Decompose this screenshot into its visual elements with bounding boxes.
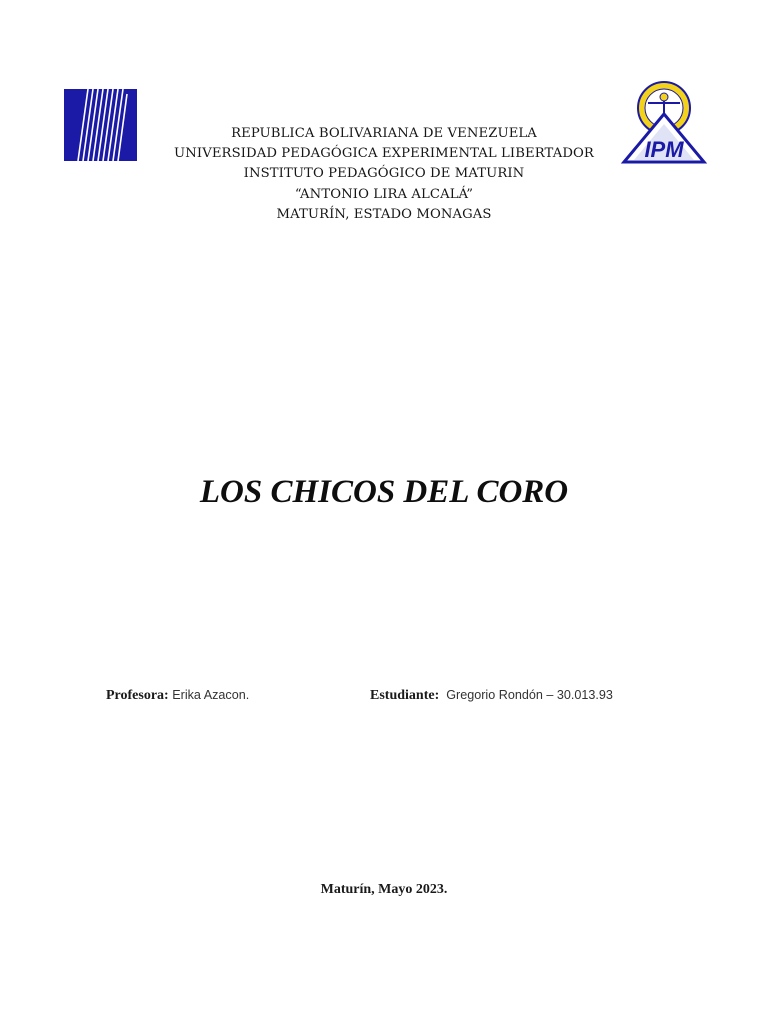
header-line-location: MATURÍN, ESTADO MONAGAS <box>276 206 492 222</box>
header-line-namesake: “ANTONIO LIRA ALCALÁ” <box>294 186 474 202</box>
header-line-country: REPUBLICA BOLIVARIANA DE VENEZUELA <box>231 126 537 141</box>
student-label: Estudiante: <box>370 688 440 703</box>
header-line-university: UNIVERSIDAD PEDAGÓGICA EXPERIMENTAL LIBERTADOR <box>174 146 594 162</box>
student-name: Gregorio Rondón – 30.013.93 <box>446 688 613 702</box>
professor-name: Erika Azacon. <box>172 688 250 702</box>
student-credit <box>370 686 613 705</box>
ipm-logo-text: IPM <box>644 137 684 162</box>
professor-credit <box>106 686 249 705</box>
place-date-footer: Maturín, Mayo 2023. <box>320 882 448 897</box>
professor-label: Profesora: <box>106 688 169 703</box>
document-title: LOS CHICOS DEL CORO <box>199 474 569 510</box>
institution-header <box>0 124 768 225</box>
header-line-institute: INSTITUTO PEDAGÓGICO DE MATURIN <box>243 166 525 182</box>
